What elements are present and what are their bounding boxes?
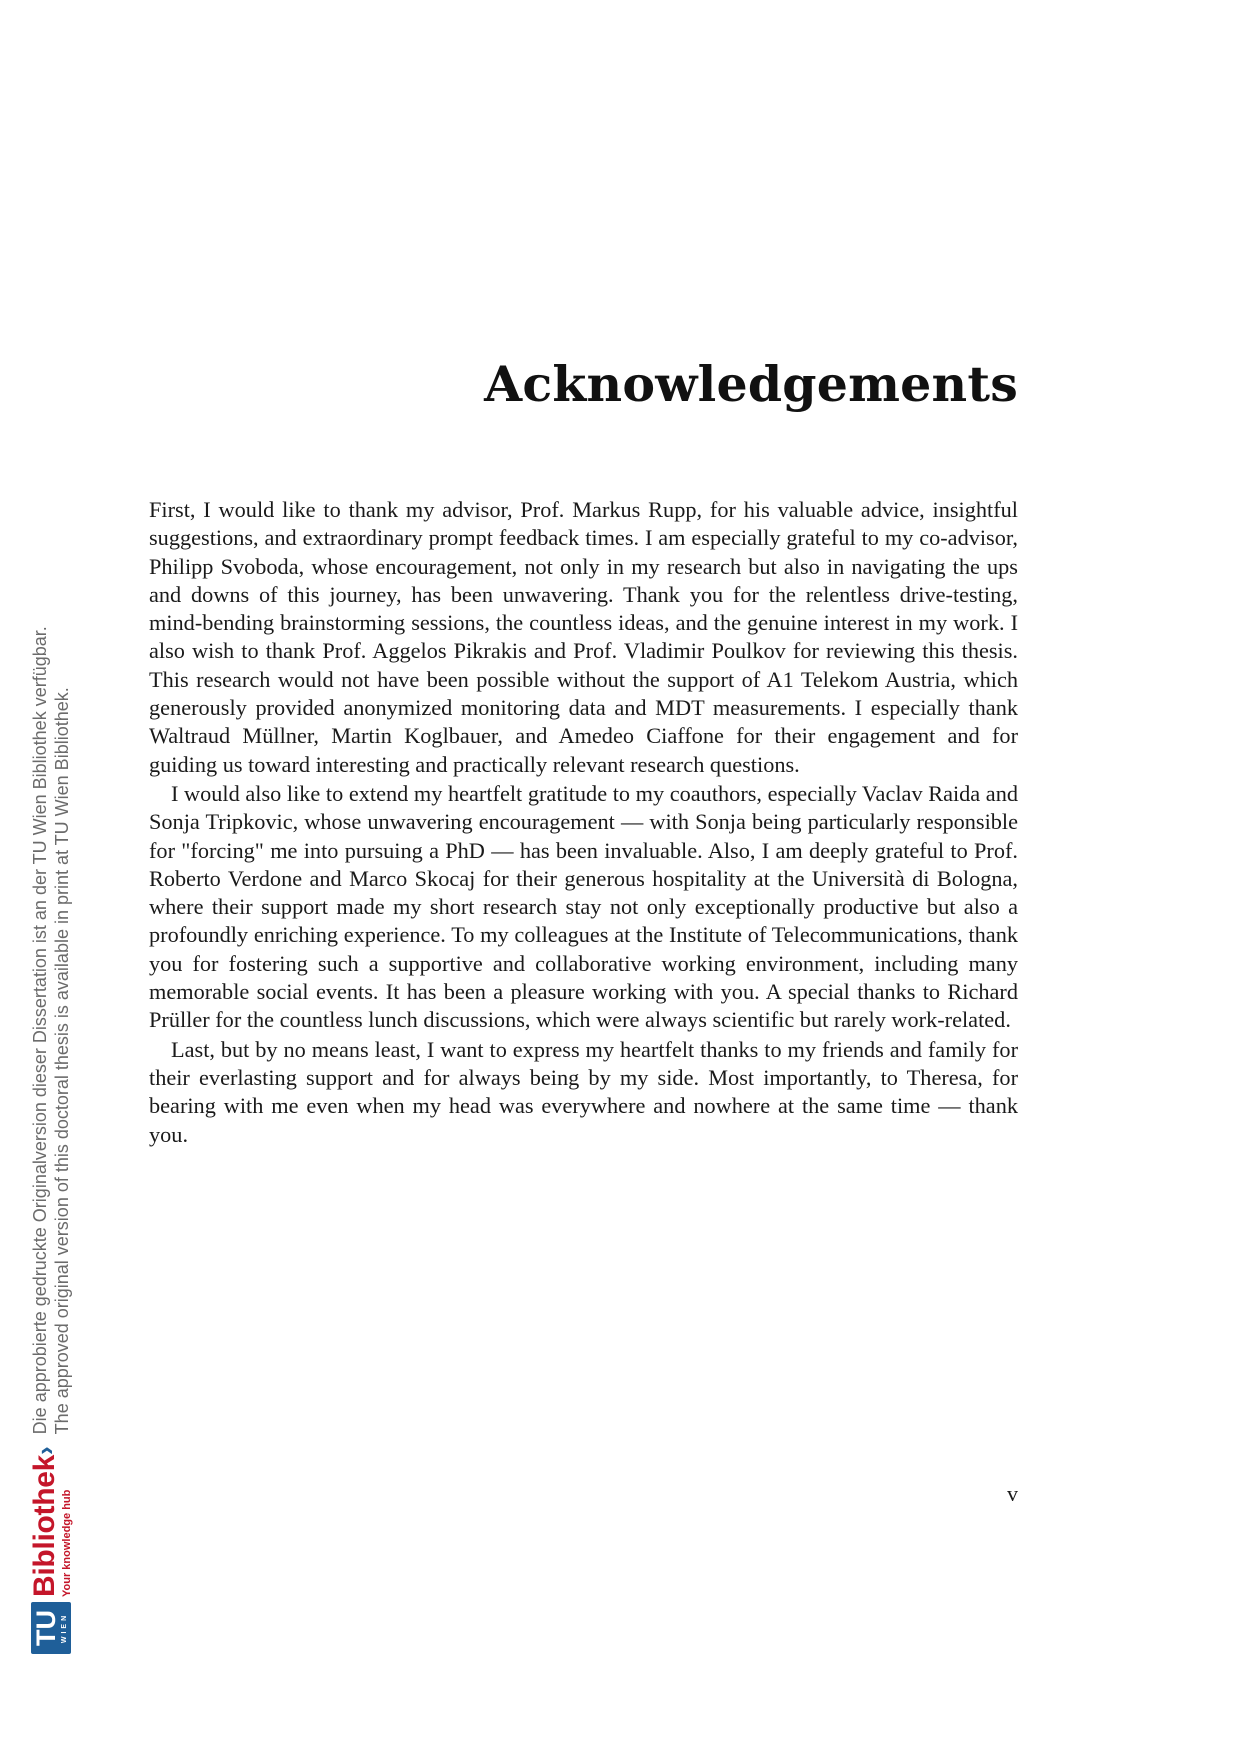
- logo-name: Bibliothek: [27, 1454, 61, 1597]
- paragraph-1: First, I would like to thank my advisor, Prof. Markus Rupp, for his valuable advice, insightful suggestions, and extraordinary prompt feedback times. I am especially grateful to my co-advisor, Philipp Svoboda, whose encouragement, not only in my research but also in navigating the ups and downs of this journey, has been unwavering. Thank you for the relentless drive-testing, mind-bending brainstorming sessions, the countless ideas, and the genuine interest in my work. I also wish to thank Prof. Aggelos Pikrakis and Prof. Vladimir Poulkov for reviewing this thesis. This research would not have been possible without the support of A1 Telekom Austria, which generously provided anonymized monitoring data and MDT measurements. I especially thank Waltraud Müllner, Martin Koglbauer, and Amedeo Ciaffone for their engagement and for guiding us toward interesting and practically relevant research questions.: [149, 497, 1018, 777]
- acknowledgements-body: [149, 496, 1018, 1150]
- notice-line-german: Die approbierte gedruckte Originalversion dieser Dissertation ist an der TU Wien Bibliothek verfügbar.: [30, 626, 50, 1435]
- notice-lines: [29, 626, 73, 1434]
- paragraph-3: Last, but by no means least, I want to express my heartfelt thanks to my friends and family for their everlasting support and for always being by my side. Most importantly, to Theresa, for bearing with me even when my head was everywhere and nowhere at the same time — thank you.: [149, 1036, 1018, 1147]
- logo-tu-text: TU: [31, 1610, 61, 1646]
- tu-wien-logo-icon: [31, 1602, 71, 1654]
- logo-tagline: Your knowledge hub: [60, 1489, 73, 1597]
- library-side-notice: [0, 0, 90, 1754]
- tu-wien-bibliothek-logo: [27, 1446, 73, 1654]
- logo-wordmark: [27, 1446, 73, 1597]
- paragraph-2: I would also like to extend my heartfelt gratitude to my coauthors, especially Vaclav Raida and Sonja Tripkovic, whose unwavering encouragement — with Sonja being particularly responsible for "forcing" me into pursuing a PhD — has been invaluable. Also, I am deeply grateful to Prof. Roberto Verdone and Marco Skocaj for their generous hospitality at the Università di Bologna, where their support made my short research stay not only exceptionally productive but also a profoundly enriching experience. To my colleagues at the Institute of Telecommunications, thank you for fostering such a supportive and collaborative working environment, including many memorable social events. It has been a pleasure working with you. A special thanks to Richard Prüller for the countless lunch discussions, which were always scientific but rarely work-related.: [149, 780, 1018, 1033]
- page-number: v: [1007, 1481, 1018, 1506]
- side-notice-rotated: [29, 626, 73, 1654]
- chevron-right-icon: ›: [29, 1446, 60, 1455]
- logo-wien-text: WIEN: [61, 1612, 68, 1644]
- logo-name-row: [27, 1446, 61, 1597]
- chapter-title: Acknowledgements: [484, 355, 1018, 413]
- notice-line-english: The approved original version of this doctoral thesis is available in print at TU Wien Bibliothek.: [52, 687, 72, 1435]
